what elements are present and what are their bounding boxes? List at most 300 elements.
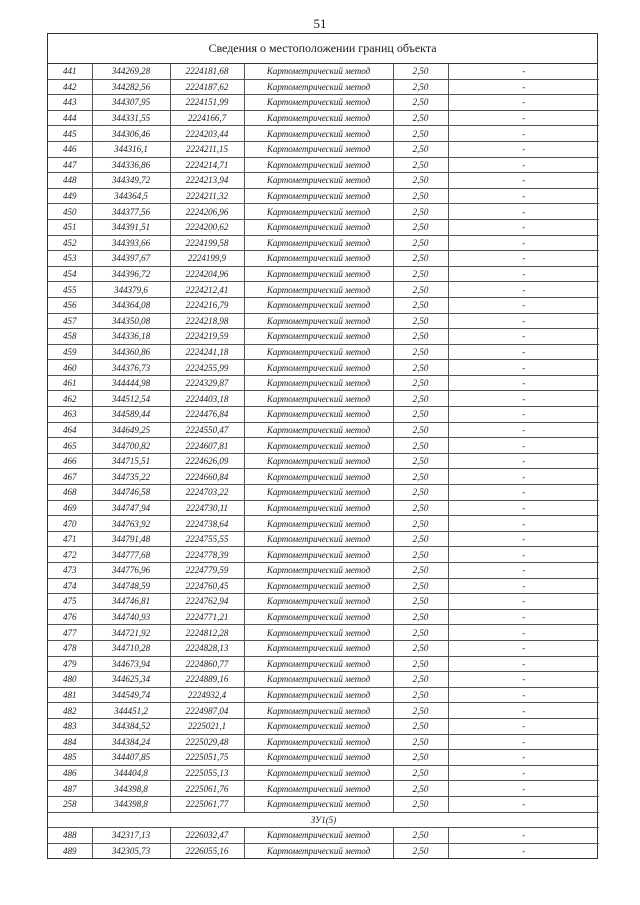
note-cell: -: [448, 157, 599, 173]
coord-x-cell: 344377,56: [92, 204, 170, 220]
method-cell: Картометрический метод: [244, 157, 393, 173]
note-cell: -: [448, 110, 599, 126]
accuracy-cell: 2,50: [393, 344, 448, 360]
coord-x-cell: 344673,94: [92, 656, 170, 672]
coord-y-cell: 2224730,11: [170, 500, 244, 516]
method-cell: Картометрический метод: [244, 297, 393, 313]
note-cell: -: [448, 609, 599, 625]
point-number-cell: 442: [48, 79, 92, 95]
coord-x-cell: 344746,58: [92, 485, 170, 501]
coord-y-cell: 2224607,81: [170, 438, 244, 454]
table-row: [48, 204, 599, 220]
method-cell: Картометрический метод: [244, 750, 393, 766]
coord-y-cell: 2224151,99: [170, 95, 244, 111]
method-cell: Картометрический метод: [244, 765, 393, 781]
table-row: [48, 687, 599, 703]
note-cell: -: [448, 344, 599, 360]
table-row: [48, 843, 599, 858]
note-cell: -: [448, 485, 599, 501]
table-row: [48, 110, 599, 126]
method-cell: Картометрический метод: [244, 282, 393, 298]
coord-y-cell: 2224199,9: [170, 251, 244, 267]
point-number-cell: 476: [48, 609, 92, 625]
coord-y-cell: 2224476,84: [170, 407, 244, 423]
note-cell: -: [448, 141, 599, 157]
section-label: ЗУ1(5): [48, 812, 599, 828]
note-cell: -: [448, 531, 599, 547]
coord-x-cell: 344396,72: [92, 266, 170, 282]
accuracy-cell: 2,50: [393, 157, 448, 173]
accuracy-cell: 2,50: [393, 718, 448, 734]
method-cell: Картометрический метод: [244, 843, 393, 858]
method-cell: Картометрический метод: [244, 547, 393, 563]
point-number-cell: 460: [48, 360, 92, 376]
method-cell: Картометрический метод: [244, 110, 393, 126]
point-number-cell: 475: [48, 594, 92, 610]
coord-y-cell: 2224779,59: [170, 563, 244, 579]
coord-x-cell: 344398,8: [92, 781, 170, 797]
accuracy-cell: 2,50: [393, 500, 448, 516]
method-cell: Картометрический метод: [244, 563, 393, 579]
coord-y-cell: 2224212,41: [170, 282, 244, 298]
method-cell: Картометрический метод: [244, 266, 393, 282]
coord-x-cell: 344763,92: [92, 516, 170, 532]
note-cell: -: [448, 656, 599, 672]
note-cell: -: [448, 765, 599, 781]
point-number-cell: 471: [48, 531, 92, 547]
accuracy-cell: 2,50: [393, 485, 448, 501]
coord-y-cell: 2225021,1: [170, 718, 244, 734]
note-cell: -: [448, 219, 599, 235]
point-number-cell: 487: [48, 781, 92, 797]
table-row: [48, 157, 599, 173]
coord-x-cell: 344360,86: [92, 344, 170, 360]
accuracy-cell: 2,50: [393, 547, 448, 563]
accuracy-cell: 2,50: [393, 141, 448, 157]
accuracy-cell: 2,50: [393, 235, 448, 251]
coord-x-cell: 344306,46: [92, 126, 170, 142]
method-cell: Картометрический метод: [244, 422, 393, 438]
point-number-cell: 488: [48, 828, 92, 844]
method-cell: Картометрический метод: [244, 500, 393, 516]
point-number-cell: 489: [48, 843, 92, 858]
method-cell: Картометрический метод: [244, 687, 393, 703]
note-cell: -: [448, 422, 599, 438]
accuracy-cell: 2,50: [393, 640, 448, 656]
note-cell: -: [522, 845, 526, 856]
accuracy-cell: 2,50: [393, 391, 448, 407]
point-number-cell: 454: [48, 266, 92, 282]
note-cell: -: [448, 672, 599, 688]
note-cell: -: [448, 687, 599, 703]
table-row: [48, 718, 599, 734]
note-cell: -: [448, 469, 599, 485]
accuracy-cell: 2,50: [393, 126, 448, 142]
table-row: [48, 453, 599, 469]
point-number-cell: 466: [48, 453, 92, 469]
table-row: [48, 485, 599, 501]
note-cell: -: [448, 453, 599, 469]
coord-y-cell: 2224755,55: [170, 531, 244, 547]
coord-x-cell: 344791,48: [92, 531, 170, 547]
coord-y-cell: 2224703,22: [170, 485, 244, 501]
point-number-cell: 478: [48, 640, 92, 656]
accuracy-cell: 2,50: [393, 828, 448, 844]
coord-y-cell: 2224219,59: [170, 329, 244, 345]
coord-x-cell: 344740,93: [92, 609, 170, 625]
coord-y-cell: 2224166,7: [170, 110, 244, 126]
point-number-cell: 468: [48, 485, 92, 501]
note-cell: -: [448, 126, 599, 142]
note-cell: -: [448, 64, 599, 79]
accuracy-cell: 2,50: [393, 578, 448, 594]
note-cell: -: [448, 251, 599, 267]
accuracy-cell: 2,50: [393, 672, 448, 688]
accuracy-cell: 2,50: [393, 625, 448, 641]
coord-x-cell: 344350,08: [92, 313, 170, 329]
accuracy-cell: 2,50: [393, 64, 448, 79]
accuracy-cell: 2,50: [393, 297, 448, 313]
point-number-cell: 465: [48, 438, 92, 454]
coord-x-cell: 344393,66: [92, 235, 170, 251]
method-cell: Картометрический метод: [244, 95, 393, 111]
coord-x-cell: 344715,51: [92, 453, 170, 469]
method-cell: Картометрический метод: [244, 235, 393, 251]
table-row: [48, 640, 599, 656]
point-number-cell: 448: [48, 173, 92, 189]
method-cell: Картометрический метод: [244, 126, 393, 142]
coord-x-cell: 344407,85: [92, 750, 170, 766]
accuracy-cell: 2,50: [393, 251, 448, 267]
coord-x-cell: 344649,25: [92, 422, 170, 438]
accuracy-cell: 2,50: [393, 438, 448, 454]
note-cell: -: [448, 360, 599, 376]
method-cell: Картометрический метод: [244, 828, 393, 844]
accuracy-cell: 2,50: [393, 796, 448, 812]
accuracy-cell: 2,50: [393, 407, 448, 423]
coord-x-cell: 344512,54: [92, 391, 170, 407]
method-cell: Картометрический метод: [244, 360, 393, 376]
point-number-cell: 444: [48, 110, 92, 126]
table-row: [48, 609, 599, 625]
coord-x-cell: 342305,73: [92, 843, 170, 858]
table-row: [48, 547, 599, 563]
note-cell: -: [448, 407, 599, 423]
table-row: [48, 828, 599, 844]
table-row: [48, 64, 599, 79]
section-row: [48, 812, 599, 828]
note-cell: -: [448, 516, 599, 532]
coord-x-cell: 344364,5: [92, 188, 170, 204]
table-row: [48, 235, 599, 251]
method-cell: Картометрический метод: [244, 594, 393, 610]
accuracy-cell: 2,50: [393, 266, 448, 282]
table-row: [48, 79, 599, 95]
coord-y-cell: 2224329,87: [170, 375, 244, 391]
coord-y-cell: 2224987,04: [170, 703, 244, 719]
method-cell: Картометрический метод: [244, 407, 393, 423]
note-cell: -: [448, 79, 599, 95]
table-row: [48, 438, 599, 454]
accuracy-cell: 2,50: [393, 453, 448, 469]
accuracy-cell: 2,50: [393, 188, 448, 204]
table-row: [48, 578, 599, 594]
point-number-cell: 464: [48, 422, 92, 438]
accuracy-cell: 2,50: [393, 594, 448, 610]
coord-y-cell: 2224778,39: [170, 547, 244, 563]
accuracy-cell: 2,50: [393, 750, 448, 766]
point-number-cell: 474: [48, 578, 92, 594]
coord-x-cell: 344710,28: [92, 640, 170, 656]
coord-y-cell: 2224199,58: [170, 235, 244, 251]
accuracy-cell: 2,50: [393, 375, 448, 391]
coord-y-cell: 2224932,4: [170, 687, 244, 703]
point-number-cell: 463: [48, 407, 92, 423]
coord-y-cell: 2224241,18: [170, 344, 244, 360]
coord-x-cell: 344384,24: [92, 734, 170, 750]
note-cell: -: [448, 563, 599, 579]
accuracy-cell: 2,50: [393, 843, 448, 858]
method-cell: Картометрический метод: [244, 672, 393, 688]
method-cell: Картометрический метод: [244, 718, 393, 734]
method-cell: Картометрический метод: [244, 375, 393, 391]
table-row: [48, 329, 599, 345]
coord-x-cell: 344444,98: [92, 375, 170, 391]
point-number-cell: 469: [48, 500, 92, 516]
coordinates-table: [48, 64, 599, 858]
note-cell: -: [448, 640, 599, 656]
method-cell: Картометрический метод: [244, 344, 393, 360]
table-row: [48, 594, 599, 610]
coord-y-cell: 2224660,84: [170, 469, 244, 485]
accuracy-cell: 2,50: [393, 329, 448, 345]
accuracy-cell: 2,50: [393, 79, 448, 95]
accuracy-cell: 2,50: [393, 531, 448, 547]
coord-y-cell: 2224181,68: [170, 64, 244, 79]
point-number-cell: 451: [48, 219, 92, 235]
accuracy-cell: 2,50: [393, 95, 448, 111]
note-cell: -: [448, 703, 599, 719]
coord-y-cell: 2224812,28: [170, 625, 244, 641]
note-cell: -: [448, 235, 599, 251]
method-cell: Картометрический метод: [244, 251, 393, 267]
coord-y-cell: 2224771,21: [170, 609, 244, 625]
coord-x-cell: 344391,51: [92, 219, 170, 235]
accuracy-cell: 2,50: [393, 422, 448, 438]
coord-y-cell: 2224860,77: [170, 656, 244, 672]
coord-y-cell: 2224203,44: [170, 126, 244, 142]
accuracy-cell: 2,50: [393, 781, 448, 797]
coord-y-cell: 2224204,96: [170, 266, 244, 282]
coord-y-cell: 2224828,13: [170, 640, 244, 656]
point-number-cell: 445: [48, 126, 92, 142]
table-row: [48, 516, 599, 532]
point-number-cell: 449: [48, 188, 92, 204]
table-row: [48, 188, 599, 204]
point-number-cell: 258: [48, 796, 92, 812]
method-cell: Картометрический метод: [244, 703, 393, 719]
point-number-cell: 457: [48, 313, 92, 329]
note-cell: -: [448, 796, 599, 812]
table-row: [48, 656, 599, 672]
coord-y-cell: 2224213,94: [170, 173, 244, 189]
page-number: 51: [313, 16, 327, 31]
coord-x-cell: 344625,34: [92, 672, 170, 688]
method-cell: Картометрический метод: [244, 329, 393, 345]
method-cell: Картометрический метод: [244, 796, 393, 812]
method-cell: Картометрический метод: [244, 485, 393, 501]
table-row: [48, 141, 599, 157]
coord-x-cell: 344364,08: [92, 297, 170, 313]
accuracy-cell: 2,50: [393, 687, 448, 703]
table-row: [48, 563, 599, 579]
coord-x-cell: 344777,68: [92, 547, 170, 563]
point-number-cell: 472: [48, 547, 92, 563]
coord-y-cell: 2225061,77: [170, 796, 244, 812]
method-cell: Картометрический метод: [244, 204, 393, 220]
note-cell: -: [448, 438, 599, 454]
point-number-cell: 441: [48, 64, 92, 79]
accuracy-cell: 2,50: [393, 609, 448, 625]
coord-x-cell: 344397,67: [92, 251, 170, 267]
accuracy-cell: 2,50: [393, 173, 448, 189]
note-cell: -: [448, 204, 599, 220]
accuracy-cell: 2,50: [393, 469, 448, 485]
coord-y-cell: 2224760,45: [170, 578, 244, 594]
note-cell: -: [448, 828, 599, 844]
coord-x-cell: 344349,72: [92, 173, 170, 189]
point-number-cell: 467: [48, 469, 92, 485]
coord-x-cell: 344331,55: [92, 110, 170, 126]
note-cell: -: [448, 375, 599, 391]
table-row: [48, 297, 599, 313]
table-row: [48, 173, 599, 189]
point-number-cell: 484: [48, 734, 92, 750]
method-cell: Картометрический метод: [244, 79, 393, 95]
coord-x-cell: 344269,28: [92, 64, 170, 79]
note-cell: -: [448, 500, 599, 516]
coord-x-cell: 344589,44: [92, 407, 170, 423]
accuracy-cell: 2,50: [393, 516, 448, 532]
method-cell: Картометрический метод: [244, 469, 393, 485]
method-cell: Картометрический метод: [244, 188, 393, 204]
method-cell: Картометрический метод: [244, 141, 393, 157]
coord-x-cell: 344747,94: [92, 500, 170, 516]
point-number-cell: 450: [48, 204, 92, 220]
note-cell: -: [448, 266, 599, 282]
accuracy-cell: 2,50: [393, 656, 448, 672]
coord-y-cell: 2224216,79: [170, 297, 244, 313]
point-number-cell: 452: [48, 235, 92, 251]
note-cell: -: [448, 282, 599, 298]
accuracy-cell: 2,50: [393, 563, 448, 579]
accuracy-cell: 2,50: [393, 219, 448, 235]
coord-y-cell: 2226055,16: [170, 843, 244, 858]
table-row: [48, 750, 599, 766]
coord-x-cell: 344398,8: [92, 796, 170, 812]
coord-x-cell: 344379,6: [92, 282, 170, 298]
point-number-cell: 483: [48, 718, 92, 734]
note-cell: -: [448, 547, 599, 563]
coord-x-cell: 344336,18: [92, 329, 170, 345]
coord-y-cell: 2224550,47: [170, 422, 244, 438]
method-cell: Картометрический метод: [244, 64, 393, 79]
coord-y-cell: 2224206,96: [170, 204, 244, 220]
table-row: [48, 360, 599, 376]
method-cell: Картометрический метод: [244, 453, 393, 469]
point-number-cell: 456: [48, 297, 92, 313]
note-cell: -: [448, 578, 599, 594]
accuracy-cell: 2,50: [393, 313, 448, 329]
method-cell: Картометрический метод: [244, 609, 393, 625]
coord-x-cell: 344700,82: [92, 438, 170, 454]
coord-x-cell: 344746,81: [92, 594, 170, 610]
point-number-cell: 462: [48, 391, 92, 407]
table-row: [48, 266, 599, 282]
method-cell: Картометрический метод: [244, 531, 393, 547]
coord-y-cell: 2225055,13: [170, 765, 244, 781]
point-number-cell: 459: [48, 344, 92, 360]
table-row: [48, 672, 599, 688]
method-cell: Картометрический метод: [244, 219, 393, 235]
coord-y-cell: 2224187,62: [170, 79, 244, 95]
point-number-cell: 482: [48, 703, 92, 719]
method-cell: Картометрический метод: [244, 313, 393, 329]
table-row: [48, 313, 599, 329]
method-cell: Картометрический метод: [244, 734, 393, 750]
table-row: [48, 625, 599, 641]
note-cell: -: [448, 95, 599, 111]
table-row: [48, 391, 599, 407]
note-cell: -: [448, 625, 599, 641]
coord-x-cell: 344404,8: [92, 765, 170, 781]
coord-y-cell: 2225061,76: [170, 781, 244, 797]
coord-x-cell: 344376,73: [92, 360, 170, 376]
coord-x-cell: 344384,52: [92, 718, 170, 734]
table-row: [48, 531, 599, 547]
table-row: [48, 219, 599, 235]
method-cell: Картометрический метод: [244, 438, 393, 454]
table-row: [48, 344, 599, 360]
accuracy-cell: 2,50: [393, 734, 448, 750]
coord-y-cell: 2224626,09: [170, 453, 244, 469]
note-cell: -: [448, 297, 599, 313]
point-number-cell: 446: [48, 141, 92, 157]
coord-y-cell: 2224889,16: [170, 672, 244, 688]
table-row: [48, 375, 599, 391]
coord-x-cell: 344776,96: [92, 563, 170, 579]
note-cell: -: [448, 313, 599, 329]
note-cell: -: [448, 188, 599, 204]
point-number-cell: 447: [48, 157, 92, 173]
note-cell: -: [448, 718, 599, 734]
accuracy-cell: 2,50: [393, 204, 448, 220]
coord-y-cell: 2224738,64: [170, 516, 244, 532]
coord-x-cell: 344748,59: [92, 578, 170, 594]
point-number-cell: 470: [48, 516, 92, 532]
table-row: [48, 95, 599, 111]
method-cell: Картометрический метод: [244, 578, 393, 594]
coord-x-cell: 344721,92: [92, 625, 170, 641]
coord-x-cell: 342317,13: [92, 828, 170, 844]
table-title: Сведения о местоположении границ объекта: [48, 34, 597, 64]
method-cell: Картометрический метод: [244, 656, 393, 672]
coord-x-cell: 344307,95: [92, 95, 170, 111]
method-cell: Картометрический метод: [244, 781, 393, 797]
table-row: [48, 469, 599, 485]
point-number-cell: 455: [48, 282, 92, 298]
coord-y-cell: 2224211,32: [170, 188, 244, 204]
